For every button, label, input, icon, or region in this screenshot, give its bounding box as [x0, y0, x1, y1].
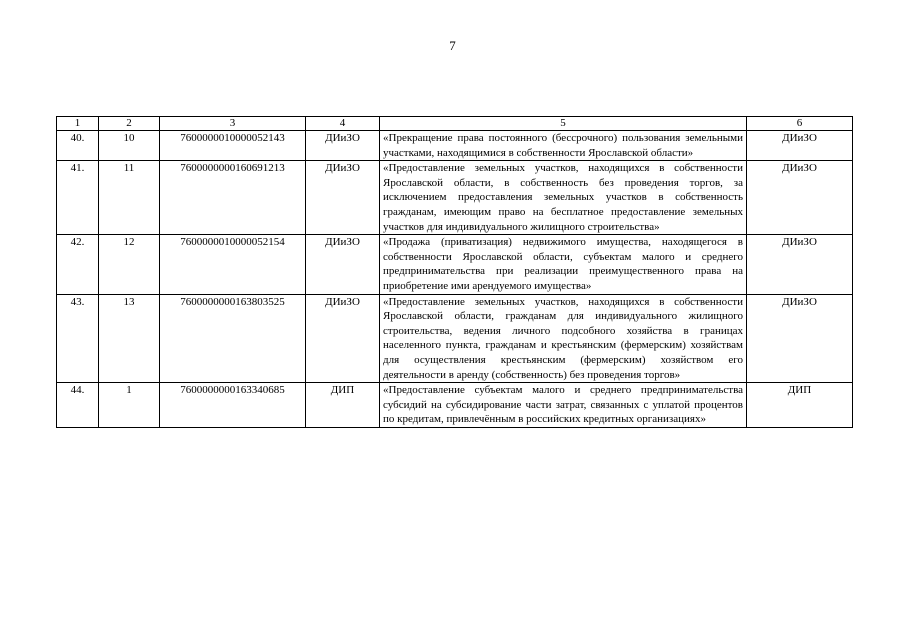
- column-header-2: 2: [99, 117, 160, 131]
- service-name: «Предоставление субъектам малого и среднего предпринимательства субсидий на субсидирование части затрат, связанных с уплатой процентов по кредитам, привлечённым в российских кредитных организациях»: [380, 383, 747, 428]
- column-header-5: 5: [380, 117, 747, 131]
- service-name: «Продажа (приватизация) недвижимого имущества, находящегося в собственности Ярославской области, субъектам малого и среднего предпринимательства при реализации преимущественного права на приобретение ими арендуемого имущества»: [380, 235, 747, 294]
- column-header-3: 3: [160, 117, 306, 131]
- row-sub-number: 11: [99, 161, 160, 235]
- table-header-row: [57, 117, 853, 131]
- row-number: 42.: [57, 235, 99, 294]
- department: ДИиЗО: [306, 235, 380, 294]
- department: ДИиЗО: [306, 161, 380, 235]
- table-row: [57, 235, 853, 294]
- department: ДИиЗО: [306, 131, 380, 161]
- service-code: 7600000010000052143: [160, 131, 306, 161]
- column-header-6: 6: [747, 117, 853, 131]
- service-name: «Предоставление земельных участков, находящихся в собственности Ярославской области, в собственность без проведения торгов, за исключением предоставления земельных участков в собственность гражданам, имеющим право на бесплатное предоставление земельных участков для индивидуального жилищного строительства»: [380, 161, 747, 235]
- row-sub-number: 10: [99, 131, 160, 161]
- service-name: «Прекращение права постоянного (бессрочного) пользования земельными участками, находящимися в собственности Ярославской области»: [380, 131, 747, 161]
- column-header-1: 1: [57, 117, 99, 131]
- service-code: 7600000000160691213: [160, 161, 306, 235]
- row-number: 41.: [57, 161, 99, 235]
- table-row: [57, 294, 853, 383]
- responsible-body: ДИП: [747, 383, 853, 428]
- service-name: «Предоставление земельных участков, находящихся в собственности Ярославской области, гражданам для индивидуального жилищного строительства, ведения личного подсобного хозяйства в границах населенного пункта, гражданам и крестьянским (фермерским) хозяйствам для осуществления крестьянским (фермерским) хозяйством его деятельности в аренду (собственность) без проведения торгов»: [380, 294, 747, 383]
- responsible-body: ДИиЗО: [747, 131, 853, 161]
- page-number: 7: [449, 38, 456, 53]
- department: ДИиЗО: [306, 294, 380, 383]
- service-code: 7600000010000052154: [160, 235, 306, 294]
- department: ДИП: [306, 383, 380, 428]
- responsible-body: ДИиЗО: [747, 161, 853, 235]
- service-code: 7600000000163340685: [160, 383, 306, 428]
- row-number: 44.: [57, 383, 99, 428]
- services-table: [56, 116, 853, 428]
- row-number: 40.: [57, 131, 99, 161]
- table-row: [57, 383, 853, 428]
- table-row: [57, 131, 853, 161]
- row-sub-number: 13: [99, 294, 160, 383]
- row-sub-number: 1: [99, 383, 160, 428]
- row-sub-number: 12: [99, 235, 160, 294]
- column-header-4: 4: [306, 117, 380, 131]
- responsible-body: ДИиЗО: [747, 294, 853, 383]
- service-code: 7600000000163803525: [160, 294, 306, 383]
- responsible-body: ДИиЗО: [747, 235, 853, 294]
- row-number: 43.: [57, 294, 99, 383]
- table-row: [57, 161, 853, 235]
